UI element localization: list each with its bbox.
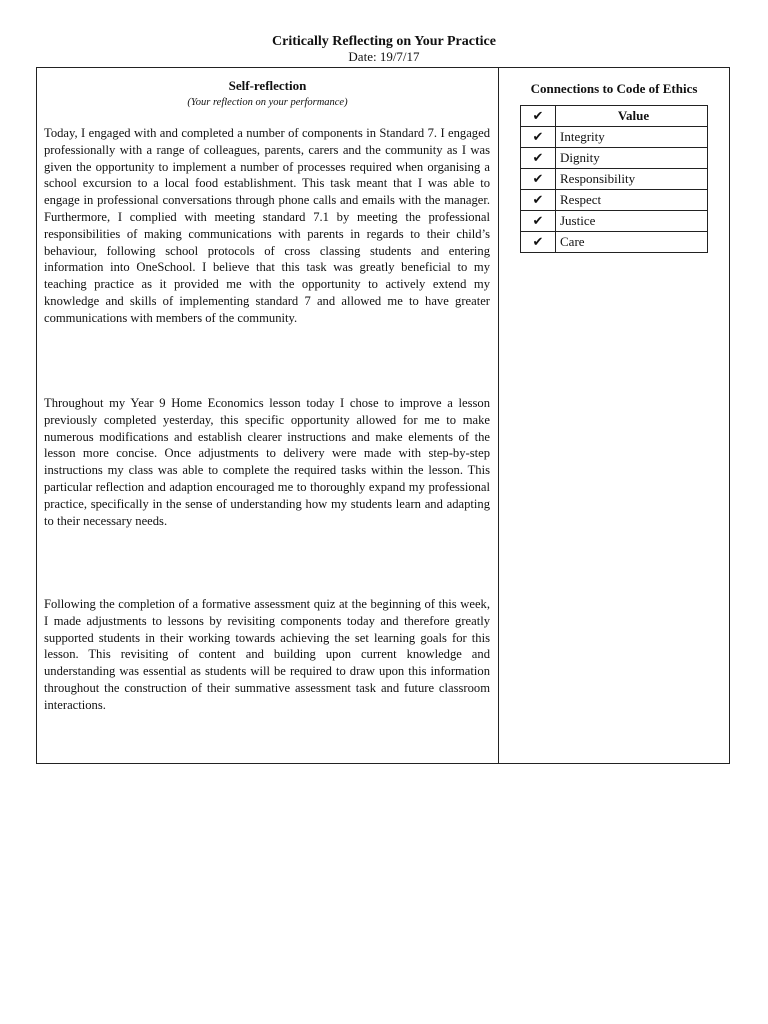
checkmark-icon: ✔: [521, 169, 556, 190]
ethics-header-row: [521, 106, 708, 127]
ethics-value-row: [521, 169, 708, 190]
document-title: Critically Reflecting on Your Practice: [272, 34, 496, 49]
checkmark-icon: ✔: [521, 211, 556, 232]
checkmark-icon: ✔: [521, 127, 556, 148]
reflection-paragraph-2: Throughout my Year 9 Home Economics lesson today I chose to improve a lesson previously completed yesterday, this specific opportunity allowed for me to make numerous modifications and establish clearer instructions and make elements of the lesson more concise. Once adjustments to delivery were made with step-by-step instructions my class was able to complete the required tasks within the lesson. This particular reflection and adaption encouraged me to thoroughly expand my professional practice, specifically in the sense of understanding how my students learn and adapting to their necessary needs.: [44, 396, 490, 528]
ethics-column: [499, 68, 729, 763]
checkmark-icon: ✔: [521, 232, 556, 253]
ethics-heading: Connections to Code of Ethics: [530, 81, 698, 96]
reflection-table: [36, 67, 730, 764]
checkmark-icon: ✔: [521, 106, 556, 127]
ethics-value-dignity: Dignity: [556, 148, 708, 169]
checkmark-icon: ✔: [521, 190, 556, 211]
ethics-values-table: [520, 105, 708, 253]
ethics-value-row: [521, 148, 708, 169]
value-column-header: Value: [556, 106, 708, 127]
ethics-value-responsibility: Responsibility: [556, 169, 708, 190]
checkmark-icon: ✔: [521, 148, 556, 169]
ethics-value-row: [521, 232, 708, 253]
document-date: Date: 19/7/17: [348, 49, 420, 64]
ethics-value-row: [521, 127, 708, 148]
reflection-paragraph-1: Today, I engaged with and completed a number of components in Standard 7. I engaged professionally with a range of colleagues, parents, carers and the community as I was given the opportunity to implement a number of processes required when organising a school excursion to a local food establishment. This task meant that I was able to engage in professional conversations through phone calls and emails with the manager. Furthermore, I complied with meeting standard 7.1 by meeting the professional responsibilities of making communications with parents in regards to their child’s behaviour, following school protocols of cross classing students and entering information into OneSchool. I believe that this task was greatly beneficial to my teaching practice as it provided me with the opportunity to actively extend my knowledge and skills of implementing standard 7 and allowed me to have greater communications with members of the community.: [44, 126, 490, 325]
self-reflection-heading: Self-reflection: [228, 78, 307, 93]
reflection-paragraph-3: Following the completion of a formative assessment quiz at the beginning of this week, I made adjustments to lessons by revisiting components today and therefore greatly supported students in their working towards achieving the set learning goals for this lesson. This revisiting of content and building upon current knowledge and understanding was essential as students will be required to draw upon this information throughout the construction of their summative assessment task and future classroom interactions.: [44, 597, 490, 712]
ethics-value-row: [521, 211, 708, 232]
ethics-value-respect: Respect: [556, 190, 708, 211]
ethics-value-row: [521, 190, 708, 211]
self-reflection-column: [37, 68, 498, 763]
ethics-value-care: Care: [556, 232, 708, 253]
ethics-value-integrity: Integrity: [556, 127, 708, 148]
ethics-value-justice: Justice: [556, 211, 708, 232]
self-reflection-subheading: (Your reflection on your performance): [187, 97, 348, 108]
